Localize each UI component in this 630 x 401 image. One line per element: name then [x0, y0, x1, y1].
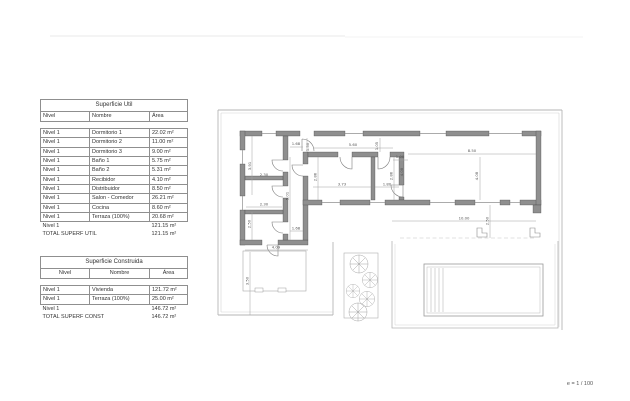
column-header-area: Área — [150, 269, 188, 279]
dimension-label: 1.50 — [305, 142, 310, 152]
table-row: Nivel 1 Dormitorio 3 9.00 m² — [41, 147, 188, 156]
table-row: Nivel 1 Terraza (100%) 25.00 m² — [41, 295, 188, 304]
table-row: Nivel 1 Distribuidor 8.50 m² — [41, 184, 188, 193]
table-row: Nivel 1 Recibidor 4.10 m² — [41, 175, 188, 184]
dimension-label: 5.60 — [348, 142, 358, 147]
table-row: Nivel 1 Terraza (100%) 20.68 m² — [41, 212, 188, 221]
step-glyph — [477, 228, 487, 237]
dimension-label: 1.68 — [291, 225, 301, 231]
table-row: Nivel 1 Baño 1 5.75 m² — [41, 156, 188, 165]
table-row: Nivel 1 Cocina 8.60 m² — [41, 203, 188, 212]
dimension-label: 2.30 — [259, 201, 269, 207]
dimension-label: 3.73 — [337, 181, 347, 187]
subtotal-row: Nivel 1 121.15 m² — [42, 223, 177, 230]
dimension-label: 4.08 — [474, 171, 479, 181]
dimension-label: 2.30 — [259, 172, 269, 177]
door-arc — [292, 165, 303, 176]
dimension-label: 10.00 — [458, 215, 470, 221]
total-row: TOTAL SUPERF UTIL 121.15 m² — [42, 231, 177, 238]
dimension-label: 2.86 — [312, 172, 318, 182]
landscape-strip — [344, 253, 378, 321]
table-row: Nivel 1 Dormitorio 2 11.00 m² — [41, 138, 188, 147]
table-title: Superficie Construida — [41, 257, 188, 269]
column-header-nivel: Nivel — [41, 112, 90, 122]
table-row: Nivel 1 Dormitorio 1 22.02 m² — [41, 129, 188, 138]
terrace-post — [278, 288, 286, 292]
door-arc — [272, 160, 283, 171]
door-arc — [378, 157, 390, 169]
total-row: TOTAL SUPERF CONST 146.72 m² — [42, 313, 177, 320]
swimming-pool — [424, 264, 543, 316]
door-arc — [272, 222, 283, 233]
dimension-label: 2.86 — [388, 171, 394, 181]
superficie-construida-table — [40, 256, 188, 321]
column-header-nombre: Nombre — [90, 112, 150, 122]
dimension-label: 2.50 — [246, 219, 252, 229]
tree-symbol — [349, 303, 367, 321]
dimension-label: 4.09 — [271, 244, 281, 250]
step-glyph — [530, 228, 540, 237]
front-terrace — [243, 251, 306, 292]
scale-note: e = 1 / 100 — [566, 381, 594, 387]
dimension-label: 3.91 — [247, 161, 252, 171]
table-row: Nivel 1 Vivienda 121.72 m² — [41, 286, 188, 295]
dimension-label: 4.08 — [399, 167, 404, 177]
dimension-label: 3.50 — [244, 276, 250, 286]
table-row: Nivel 1 Salon - Comedor 26.21 m² — [41, 194, 188, 203]
superficie-util-table — [40, 99, 188, 239]
dimension-label: 1.80 — [382, 181, 392, 187]
table-title: Superficie Util — [41, 100, 188, 112]
door-arc — [340, 157, 352, 169]
dimension-label: 1.00 — [395, 154, 405, 159]
subtotal-row: Nivel 1 146.72 m² — [42, 305, 177, 312]
column-header-nombre: Nombre — [90, 269, 150, 279]
terrace-post — [255, 288, 263, 292]
tree-symbol — [350, 255, 368, 273]
dimension-label: 5.01 — [284, 191, 290, 201]
table-row: Nivel 1 Baño 2 5.31 m² — [41, 166, 188, 175]
dimension-label: 8.50 — [467, 148, 477, 153]
dimension-label: 1.68 — [291, 141, 301, 146]
column-header-area: Área — [150, 112, 188, 122]
dimension-label: 2.50 — [484, 216, 490, 226]
door-arc — [272, 186, 283, 197]
dimension-label: 1.05 — [374, 141, 379, 151]
tree-symbol — [346, 284, 360, 298]
column-header-nivel: Nivel — [41, 269, 90, 279]
tree-symbol — [362, 272, 377, 287]
tree-symbol — [359, 291, 374, 306]
sheet-artifact-lines — [50, 36, 583, 37]
